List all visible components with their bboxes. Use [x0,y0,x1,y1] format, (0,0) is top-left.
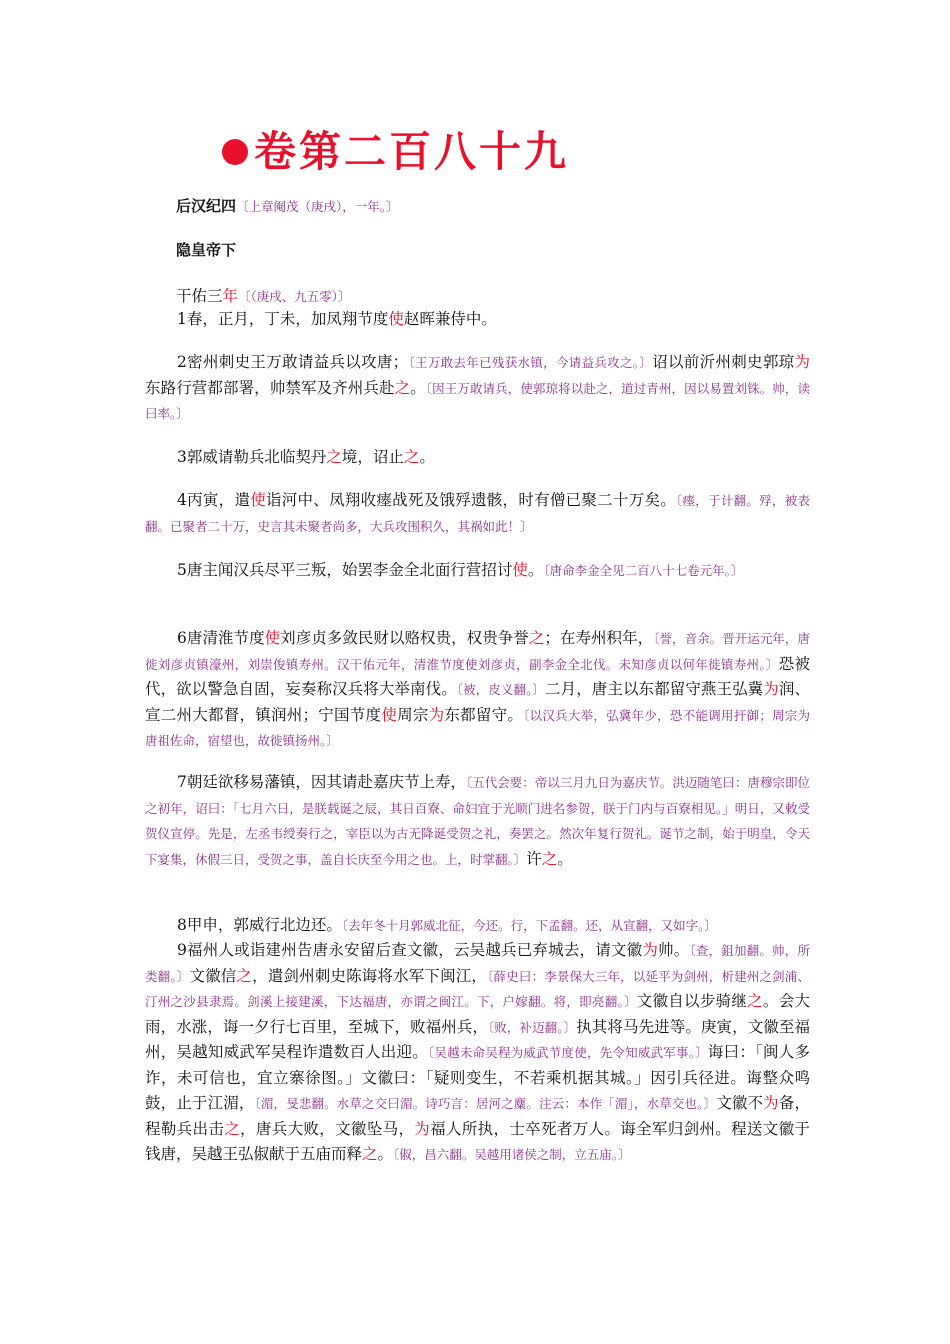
entry-text [145,350,810,427]
commentary-note: 〔吴越未命吴程为威武节度使，先令知威武军事。〕 [427,1045,708,1060]
highlighted-char: 之 [403,448,420,466]
entry-3 [145,445,810,471]
entry-4 [145,488,810,539]
main-text: 文徽信 [189,966,237,985]
main-text: 。 [377,1145,394,1163]
main-text: 文徽不 [716,1094,764,1112]
highlighted-char: 为 [794,353,810,371]
highlighted-char: 为 [428,705,445,724]
highlighted-char: 使 [264,629,281,647]
main-text: 。 [557,849,573,868]
main-text: 6唐清淮节度 [177,629,265,647]
year-label-red: 年 [222,287,239,305]
main-text: 刘彦贞多敛民财以赂权贵，权贵争誉 [280,629,529,647]
entry-text [145,445,810,471]
main-text: 4丙寅，遣 [177,491,251,509]
main-text: 诲曰：「闽人多诈，未可信也，宜立寨徐图。」文徽曰：「疑则变生，不若乘机据其城。」因引兵径进。诲整众鸣鼓，止于江湄， [145,1043,810,1112]
entry-text [145,558,810,584]
main-text: 润、宣二州大都督，镇润州；宁国节度 [145,680,810,724]
main-text: 9福州人或诣建州告唐永安留后查文徽，云吴越兵已弃城去，请文徽 [177,941,643,959]
commentary-note: 〔以汉兵大举，弘冀年少，恐不能调用扞御；周宗为唐祖佐命，宿望也，故徙镇扬州。〕 [145,707,810,748]
main-text: 7朝廷欲移易藩镇，因其请赴嘉庆节上寿， [177,773,467,791]
commentary-note: 〔瘗，于计翻。殍，被表翻。已聚者二十万，史言其未聚者尚多，大兵攻围积久，其祸如此！〕 [145,493,810,534]
main-text: 执其将马先进等。庚寅，文徽至福州，吴越知威武军吴程诈遣数百人出迎。 [145,1017,810,1061]
main-text: 2密州刺史王万敢请益兵以攻唐； [177,353,409,371]
dynasty-name: 后汉纪四 [176,197,237,215]
main-text: 二月，唐主以东都留守燕王弘冀 [545,680,764,698]
main-text: 帅。 [658,941,690,959]
commentary-note: 〔五代会要：帝以三月九日为嘉庆节。洪迈随笔曰：唐穆宗即位之初年，诏曰：「七月六日，是朕载诞之辰，其日百寮、命妇宜于光顺门进名参贺，朕于门内与百寮相见。」明日，又敕受贺仪宣停。先是，左丞韦绶奏行之，宰臣以为古无降诞受贺之礼，奏罢之。然次年复行贺礼。诞节之制，始于明皇，令天下宴集，休假三日，受贺之事，盖自长庆至今用之也。上，时掌翻。〕 [145,775,810,867]
commentary-note: 〔唐命李金全见二百八十七卷元年。〕 [543,563,744,578]
emperor-heading [176,240,236,260]
dynasty-note: 〔上章阉茂（庚戌），一年。〕 [236,199,399,214]
highlighted-char: 为 [763,680,779,698]
main-text: 周宗 [397,705,429,724]
main-text: 诏以前沂州刺史郭琼 [652,353,795,371]
highlighted-char: 之 [528,629,545,647]
main-text: 5唐主闻汉兵尽平三叛，始罢李金全北面行营招讨 [177,561,513,579]
main-text: ，唐兵大败，文徽坠马， [240,1119,415,1138]
main-text: 境，诏止 [341,448,404,466]
highlighted-char: 使 [381,705,398,724]
entry-6 [145,626,810,754]
commentary-note: 〔查，鉏加翻。帅，所类翻。〕 [145,943,810,984]
main-text: 恐被代，欲以警急自固，妄奏称汉兵将大举南伐。 [145,654,810,698]
commentary-note: 〔败，补迈翻。〕 [487,1019,577,1035]
entry-text [145,488,810,539]
entry-text [145,307,810,333]
highlighted-char: 之 [394,378,411,397]
highlighted-char: 为 [763,1094,779,1112]
main-text: 。会大雨，水涨，诲一夕行七百里，至城下，败福州兵， [145,992,810,1036]
year-label: 干佑三 [176,287,223,305]
highlighted-char: 之 [747,992,763,1010]
commentary-note: 〔湄，旻悲翻。水草之交曰湄。诗巧言：居河之麋。注云：本作「湄」，水草交也。〕 [254,1096,717,1111]
title-block [222,122,569,182]
year-heading [176,285,351,308]
highlighted-char: 使 [250,491,266,509]
dynasty-heading [176,196,399,217]
main-text: ，遣剑州刺史陈诲将水军下闽江， [252,966,488,985]
main-text: 。 [527,561,544,579]
commentary-note: 〔薛史曰：李景保大三年，以延平为剑州，析建州之剑浦、汀州之沙县隶焉。剑溪上接建溪，下达福唐，亦谓之闽江。下，户嫁翻。将，即亮翻。〕 [145,968,810,1009]
main-text: 赵晖兼侍中。 [403,310,497,328]
highlighted-char: 之 [362,1145,378,1163]
emperor-name: 隐皇帝下 [176,241,237,259]
entry-5 [145,558,810,584]
main-text: 许 [526,849,542,868]
highlighted-char: 之 [236,966,253,985]
entry-text [145,938,810,1168]
main-text: 。 [410,378,426,397]
highlighted-char: 为 [414,1119,431,1138]
highlighted-char: 之 [326,448,342,466]
entry-2 [145,350,810,427]
commentary-note: 〔誉，音余。晋开运元年，唐徙刘彦贞镇濠州，刘崇俊镇寿州。汉干佑元年，清淮节度使刘彦贞，副李金全北伐。未知彦贞以何年徙镇寿州。〕 [145,631,810,672]
year-note: 〔（庚戌、九五零）〕 [238,289,351,304]
entry-7 [145,770,810,872]
highlighted-char: 为 [642,941,659,959]
main-text: 备，程勒兵出击 [145,1094,810,1138]
main-text: 8甲申，郭威行北边还。 [177,916,342,934]
entry-text [145,626,810,754]
entry-9 [145,938,810,1168]
commentary-note: 〔去年冬十月郭威北征，今还。行，下孟翻。还，从宣翻，又如字。〕 [341,918,717,933]
main-text: 。 [419,448,435,466]
commentary-note: 〔因王万敢请兵，使郭琼将以赴之，道过青州，因以易置刘铢。帅，读曰率。〕 [145,380,810,421]
main-text: 福人所执，士卒死者万人。诲全军归剑州。程送文徽于钱唐，吴越王弘俶献于五庙而释 [145,1119,810,1163]
highlighted-char: 之 [224,1119,241,1138]
commentary-note: 〔俶，昌六翻。吴越用诸侯之制，立五庙。〕 [393,1147,631,1162]
volume-title: 卷第二百八十九 [254,127,570,176]
main-text: 1春，正月，丁未，加凤翔节度 [177,310,389,328]
main-text: ；在寿州积年， [544,629,654,647]
main-text: 东都留守。 [444,705,524,724]
highlighted-char: 使 [388,310,404,328]
main-text: 文徽自以步骑继 [636,992,748,1010]
highlighted-char: 之 [541,849,558,868]
entry-text [145,913,810,939]
entry-text [145,770,810,872]
highlighted-char: 使 [512,561,528,579]
entry-8 [145,913,810,939]
entry-1 [145,307,810,333]
main-text: 东路行营都部署，帅禁军及齐州兵赴 [145,378,395,397]
commentary-note: 〔被，皮义翻。〕 [456,682,546,697]
main-text: 3郭威请勒兵北临契丹 [177,448,327,466]
bullet-dot-icon [222,139,248,165]
commentary-note: 〔王万敢去年已残获水镇，今请益兵攻之。〕 [408,355,653,370]
main-text: 诣河中、凤翔收瘗战死及饿殍遗骸，时有僧已聚二十万矣。 [266,491,677,509]
